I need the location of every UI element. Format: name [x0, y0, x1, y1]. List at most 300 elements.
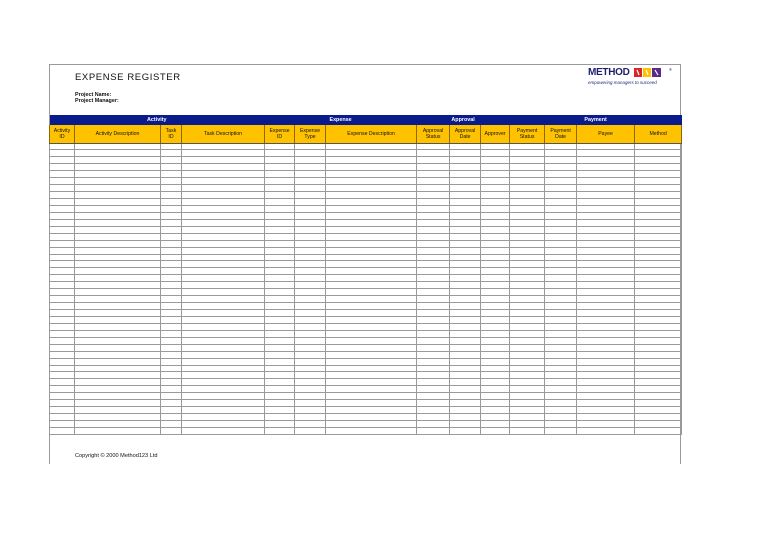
table-cell[interactable]: [635, 233, 682, 240]
table-cell[interactable]: [182, 282, 265, 289]
table-cell[interactable]: [265, 296, 295, 303]
table-cell[interactable]: [326, 414, 417, 421]
table-cell[interactable]: [510, 192, 545, 199]
table-cell[interactable]: [326, 379, 417, 386]
table-cell[interactable]: [545, 344, 577, 351]
table-cell[interactable]: [510, 233, 545, 240]
table-cell[interactable]: [417, 407, 450, 414]
table-cell[interactable]: [295, 150, 326, 157]
table-cell[interactable]: [75, 296, 161, 303]
table-cell[interactable]: [545, 233, 577, 240]
table-cell[interactable]: [545, 261, 577, 268]
table-cell[interactable]: [481, 427, 510, 434]
table-cell[interactable]: [635, 247, 682, 254]
table-cell[interactable]: [326, 164, 417, 171]
table-cell[interactable]: [326, 205, 417, 212]
table-cell[interactable]: [450, 358, 481, 365]
table-cell[interactable]: [417, 400, 450, 407]
table-cell[interactable]: [417, 171, 450, 178]
table-cell[interactable]: [75, 344, 161, 351]
table-cell[interactable]: [295, 393, 326, 400]
table-cell[interactable]: [577, 240, 635, 247]
table-cell[interactable]: [510, 150, 545, 157]
table-cell[interactable]: [481, 268, 510, 275]
table-cell[interactable]: [295, 386, 326, 393]
table-cell[interactable]: [577, 351, 635, 358]
table-cell[interactable]: [510, 386, 545, 393]
table-cell[interactable]: [481, 164, 510, 171]
table-cell[interactable]: [75, 157, 161, 164]
table-cell[interactable]: [545, 219, 577, 226]
table-cell[interactable]: [295, 365, 326, 372]
table-cell[interactable]: [510, 199, 545, 206]
table-cell[interactable]: [326, 427, 417, 434]
table-cell[interactable]: [635, 400, 682, 407]
table-cell[interactable]: [265, 254, 295, 261]
table-cell[interactable]: [161, 150, 182, 157]
table-cell[interactable]: [417, 303, 450, 310]
table-cell[interactable]: [635, 372, 682, 379]
table-cell[interactable]: [50, 289, 75, 296]
table-cell[interactable]: [450, 351, 481, 358]
table-cell[interactable]: [326, 185, 417, 192]
table-cell[interactable]: [50, 233, 75, 240]
table-cell[interactable]: [161, 275, 182, 282]
table-cell[interactable]: [182, 261, 265, 268]
table-cell[interactable]: [417, 351, 450, 358]
table-cell[interactable]: [510, 289, 545, 296]
table-cell[interactable]: [265, 275, 295, 282]
table-cell[interactable]: [450, 323, 481, 330]
table-cell[interactable]: [182, 157, 265, 164]
table-cell[interactable]: [326, 199, 417, 206]
table-cell[interactable]: [417, 365, 450, 372]
table-cell[interactable]: [75, 351, 161, 358]
table-cell[interactable]: [481, 233, 510, 240]
table-cell[interactable]: [182, 247, 265, 254]
table-cell[interactable]: [161, 393, 182, 400]
table-cell[interactable]: [75, 164, 161, 171]
table-cell[interactable]: [50, 171, 75, 178]
table-cell[interactable]: [295, 372, 326, 379]
table-cell[interactable]: [295, 296, 326, 303]
table-cell[interactable]: [577, 185, 635, 192]
table-cell[interactable]: [295, 268, 326, 275]
table-cell[interactable]: [265, 386, 295, 393]
table-cell[interactable]: [481, 240, 510, 247]
table-cell[interactable]: [326, 275, 417, 282]
table-cell[interactable]: [326, 171, 417, 178]
table-cell[interactable]: [577, 316, 635, 323]
table-cell[interactable]: [161, 386, 182, 393]
table-cell[interactable]: [635, 393, 682, 400]
table-cell[interactable]: [481, 372, 510, 379]
table-cell[interactable]: [265, 407, 295, 414]
table-cell[interactable]: [450, 316, 481, 323]
table-cell[interactable]: [450, 289, 481, 296]
table-cell[interactable]: [326, 330, 417, 337]
table-cell[interactable]: [295, 205, 326, 212]
table-cell[interactable]: [417, 185, 450, 192]
table-cell[interactable]: [182, 143, 265, 150]
table-cell[interactable]: [295, 199, 326, 206]
table-cell[interactable]: [182, 254, 265, 261]
table-cell[interactable]: [161, 247, 182, 254]
table-cell[interactable]: [577, 296, 635, 303]
table-cell[interactable]: [295, 164, 326, 171]
table-cell[interactable]: [481, 316, 510, 323]
table-cell[interactable]: [326, 407, 417, 414]
table-cell[interactable]: [481, 330, 510, 337]
table-cell[interactable]: [510, 275, 545, 282]
table-cell[interactable]: [417, 282, 450, 289]
table-cell[interactable]: [75, 171, 161, 178]
table-cell[interactable]: [326, 233, 417, 240]
table-cell[interactable]: [545, 192, 577, 199]
table-cell[interactable]: [326, 365, 417, 372]
table-cell[interactable]: [450, 303, 481, 310]
table-cell[interactable]: [265, 358, 295, 365]
table-cell[interactable]: [50, 316, 75, 323]
table-cell[interactable]: [481, 226, 510, 233]
table-cell[interactable]: [417, 337, 450, 344]
table-cell[interactable]: [326, 372, 417, 379]
table-cell[interactable]: [161, 212, 182, 219]
table-cell[interactable]: [481, 323, 510, 330]
table-cell[interactable]: [50, 212, 75, 219]
table-cell[interactable]: [545, 393, 577, 400]
table-cell[interactable]: [417, 275, 450, 282]
table-cell[interactable]: [161, 268, 182, 275]
table-cell[interactable]: [326, 282, 417, 289]
table-cell[interactable]: [481, 365, 510, 372]
table-cell[interactable]: [182, 233, 265, 240]
table-cell[interactable]: [635, 296, 682, 303]
table-cell[interactable]: [50, 282, 75, 289]
table-cell[interactable]: [75, 254, 161, 261]
table-cell[interactable]: [450, 199, 481, 206]
table-cell[interactable]: [481, 310, 510, 317]
table-cell[interactable]: [182, 351, 265, 358]
table-cell[interactable]: [50, 240, 75, 247]
table-cell[interactable]: [182, 337, 265, 344]
table-cell[interactable]: [510, 240, 545, 247]
table-cell[interactable]: [265, 247, 295, 254]
table-cell[interactable]: [75, 358, 161, 365]
table-cell[interactable]: [265, 185, 295, 192]
table-cell[interactable]: [635, 365, 682, 372]
table-cell[interactable]: [481, 171, 510, 178]
table-cell[interactable]: [510, 421, 545, 428]
table-cell[interactable]: [161, 372, 182, 379]
table-cell[interactable]: [265, 400, 295, 407]
table-cell[interactable]: [481, 337, 510, 344]
table-cell[interactable]: [182, 330, 265, 337]
table-cell[interactable]: [50, 379, 75, 386]
table-cell[interactable]: [577, 414, 635, 421]
table-cell[interactable]: [182, 240, 265, 247]
table-cell[interactable]: [75, 178, 161, 185]
table-cell[interactable]: [265, 199, 295, 206]
table-cell[interactable]: [450, 344, 481, 351]
table-cell[interactable]: [417, 296, 450, 303]
table-cell[interactable]: [295, 212, 326, 219]
table-cell[interactable]: [481, 289, 510, 296]
table-cell[interactable]: [295, 337, 326, 344]
table-cell[interactable]: [635, 143, 682, 150]
table-cell[interactable]: [295, 233, 326, 240]
table-cell[interactable]: [326, 316, 417, 323]
table-cell[interactable]: [161, 407, 182, 414]
table-cell[interactable]: [481, 247, 510, 254]
table-cell[interactable]: [295, 427, 326, 434]
table-cell[interactable]: [545, 157, 577, 164]
table-cell[interactable]: [182, 316, 265, 323]
table-cell[interactable]: [326, 400, 417, 407]
table-cell[interactable]: [450, 393, 481, 400]
table-cell[interactable]: [450, 164, 481, 171]
table-cell[interactable]: [182, 372, 265, 379]
table-cell[interactable]: [635, 199, 682, 206]
table-cell[interactable]: [161, 400, 182, 407]
table-cell[interactable]: [182, 303, 265, 310]
table-cell[interactable]: [450, 379, 481, 386]
table-cell[interactable]: [635, 219, 682, 226]
table-cell[interactable]: [326, 393, 417, 400]
table-cell[interactable]: [50, 254, 75, 261]
table-cell[interactable]: [450, 247, 481, 254]
table-cell[interactable]: [577, 379, 635, 386]
table-cell[interactable]: [635, 351, 682, 358]
table-cell[interactable]: [75, 303, 161, 310]
table-cell[interactable]: [75, 199, 161, 206]
table-cell[interactable]: [510, 316, 545, 323]
table-cell[interactable]: [545, 240, 577, 247]
table-cell[interactable]: [295, 171, 326, 178]
table-cell[interactable]: [635, 275, 682, 282]
table-cell[interactable]: [417, 233, 450, 240]
table-cell[interactable]: [545, 178, 577, 185]
table-cell[interactable]: [182, 296, 265, 303]
table-cell[interactable]: [450, 407, 481, 414]
table-cell[interactable]: [417, 192, 450, 199]
table-cell[interactable]: [75, 192, 161, 199]
table-cell[interactable]: [161, 192, 182, 199]
table-cell[interactable]: [182, 178, 265, 185]
table-cell[interactable]: [161, 365, 182, 372]
table-cell[interactable]: [50, 393, 75, 400]
table-cell[interactable]: [577, 365, 635, 372]
table-cell[interactable]: [481, 303, 510, 310]
table-cell[interactable]: [450, 427, 481, 434]
table-cell[interactable]: [75, 240, 161, 247]
table-cell[interactable]: [635, 178, 682, 185]
table-cell[interactable]: [577, 178, 635, 185]
table-cell[interactable]: [161, 289, 182, 296]
table-cell[interactable]: [326, 344, 417, 351]
table-cell[interactable]: [75, 393, 161, 400]
table-cell[interactable]: [265, 344, 295, 351]
table-cell[interactable]: [510, 219, 545, 226]
table-cell[interactable]: [75, 143, 161, 150]
table-cell[interactable]: [577, 323, 635, 330]
table-cell[interactable]: [545, 407, 577, 414]
table-cell[interactable]: [182, 226, 265, 233]
table-cell[interactable]: [75, 386, 161, 393]
table-cell[interactable]: [481, 185, 510, 192]
table-cell[interactable]: [161, 178, 182, 185]
table-cell[interactable]: [182, 192, 265, 199]
table-cell[interactable]: [161, 316, 182, 323]
table-cell[interactable]: [510, 303, 545, 310]
table-cell[interactable]: [545, 282, 577, 289]
table-cell[interactable]: [295, 254, 326, 261]
table-cell[interactable]: [161, 337, 182, 344]
table-cell[interactable]: [295, 421, 326, 428]
table-cell[interactable]: [50, 358, 75, 365]
table-cell[interactable]: [577, 199, 635, 206]
table-cell[interactable]: [265, 143, 295, 150]
table-cell[interactable]: [417, 289, 450, 296]
table-cell[interactable]: [481, 407, 510, 414]
table-cell[interactable]: [161, 303, 182, 310]
table-cell[interactable]: [182, 358, 265, 365]
table-cell[interactable]: [75, 205, 161, 212]
table-cell[interactable]: [265, 157, 295, 164]
table-cell[interactable]: [510, 268, 545, 275]
table-cell[interactable]: [50, 330, 75, 337]
table-cell[interactable]: [577, 421, 635, 428]
table-cell[interactable]: [265, 150, 295, 157]
table-cell[interactable]: [295, 240, 326, 247]
table-cell[interactable]: [75, 407, 161, 414]
table-cell[interactable]: [635, 427, 682, 434]
table-cell[interactable]: [50, 178, 75, 185]
table-cell[interactable]: [161, 185, 182, 192]
table-cell[interactable]: [577, 386, 635, 393]
table-cell[interactable]: [50, 421, 75, 428]
table-cell[interactable]: [450, 310, 481, 317]
table-cell[interactable]: [50, 351, 75, 358]
table-cell[interactable]: [545, 358, 577, 365]
table-cell[interactable]: [417, 150, 450, 157]
table-cell[interactable]: [75, 289, 161, 296]
table-cell[interactable]: [481, 275, 510, 282]
table-cell[interactable]: [545, 164, 577, 171]
table-cell[interactable]: [635, 205, 682, 212]
table-cell[interactable]: [577, 192, 635, 199]
table-cell[interactable]: [265, 219, 295, 226]
table-cell[interactable]: [510, 157, 545, 164]
table-cell[interactable]: [326, 143, 417, 150]
table-cell[interactable]: [510, 282, 545, 289]
table-cell[interactable]: [295, 275, 326, 282]
table-cell[interactable]: [295, 247, 326, 254]
table-cell[interactable]: [450, 192, 481, 199]
table-cell[interactable]: [265, 421, 295, 428]
table-cell[interactable]: [417, 421, 450, 428]
table-cell[interactable]: [577, 233, 635, 240]
table-cell[interactable]: [182, 150, 265, 157]
table-cell[interactable]: [510, 164, 545, 171]
table-cell[interactable]: [50, 226, 75, 233]
table-cell[interactable]: [545, 247, 577, 254]
table-cell[interactable]: [295, 310, 326, 317]
table-cell[interactable]: [577, 337, 635, 344]
table-cell[interactable]: [577, 219, 635, 226]
table-cell[interactable]: [50, 386, 75, 393]
table-cell[interactable]: [326, 150, 417, 157]
table-cell[interactable]: [450, 275, 481, 282]
table-cell[interactable]: [545, 212, 577, 219]
table-cell[interactable]: [450, 282, 481, 289]
table-cell[interactable]: [326, 247, 417, 254]
table-cell[interactable]: [326, 296, 417, 303]
table-cell[interactable]: [50, 219, 75, 226]
table-cell[interactable]: [481, 157, 510, 164]
table-cell[interactable]: [50, 427, 75, 434]
table-cell[interactable]: [295, 316, 326, 323]
table-cell[interactable]: [481, 205, 510, 212]
table-cell[interactable]: [50, 344, 75, 351]
table-cell[interactable]: [50, 275, 75, 282]
table-cell[interactable]: [265, 393, 295, 400]
table-cell[interactable]: [635, 323, 682, 330]
table-cell[interactable]: [481, 143, 510, 150]
table-cell[interactable]: [75, 268, 161, 275]
table-cell[interactable]: [417, 247, 450, 254]
table-cell[interactable]: [635, 212, 682, 219]
table-cell[interactable]: [481, 199, 510, 206]
table-cell[interactable]: [481, 261, 510, 268]
table-cell[interactable]: [577, 358, 635, 365]
table-cell[interactable]: [545, 330, 577, 337]
table-cell[interactable]: [545, 185, 577, 192]
table-cell[interactable]: [326, 240, 417, 247]
table-cell[interactable]: [265, 414, 295, 421]
table-cell[interactable]: [417, 344, 450, 351]
table-cell[interactable]: [182, 268, 265, 275]
table-cell[interactable]: [510, 393, 545, 400]
table-cell[interactable]: [161, 143, 182, 150]
table-cell[interactable]: [450, 386, 481, 393]
table-cell[interactable]: [295, 379, 326, 386]
table-cell[interactable]: [510, 372, 545, 379]
table-cell[interactable]: [161, 219, 182, 226]
table-cell[interactable]: [161, 310, 182, 317]
table-cell[interactable]: [450, 171, 481, 178]
table-cell[interactable]: [481, 414, 510, 421]
table-cell[interactable]: [161, 344, 182, 351]
table-cell[interactable]: [50, 261, 75, 268]
table-cell[interactable]: [182, 219, 265, 226]
table-cell[interactable]: [182, 344, 265, 351]
table-cell[interactable]: [295, 358, 326, 365]
table-cell[interactable]: [545, 316, 577, 323]
table-cell[interactable]: [265, 365, 295, 372]
table-cell[interactable]: [326, 268, 417, 275]
table-cell[interactable]: [50, 414, 75, 421]
table-cell[interactable]: [510, 205, 545, 212]
table-cell[interactable]: [510, 254, 545, 261]
table-cell[interactable]: [510, 310, 545, 317]
table-cell[interactable]: [510, 365, 545, 372]
table-cell[interactable]: [545, 150, 577, 157]
table-cell[interactable]: [161, 427, 182, 434]
table-cell[interactable]: [182, 185, 265, 192]
table-cell[interactable]: [295, 303, 326, 310]
table-cell[interactable]: [481, 212, 510, 219]
